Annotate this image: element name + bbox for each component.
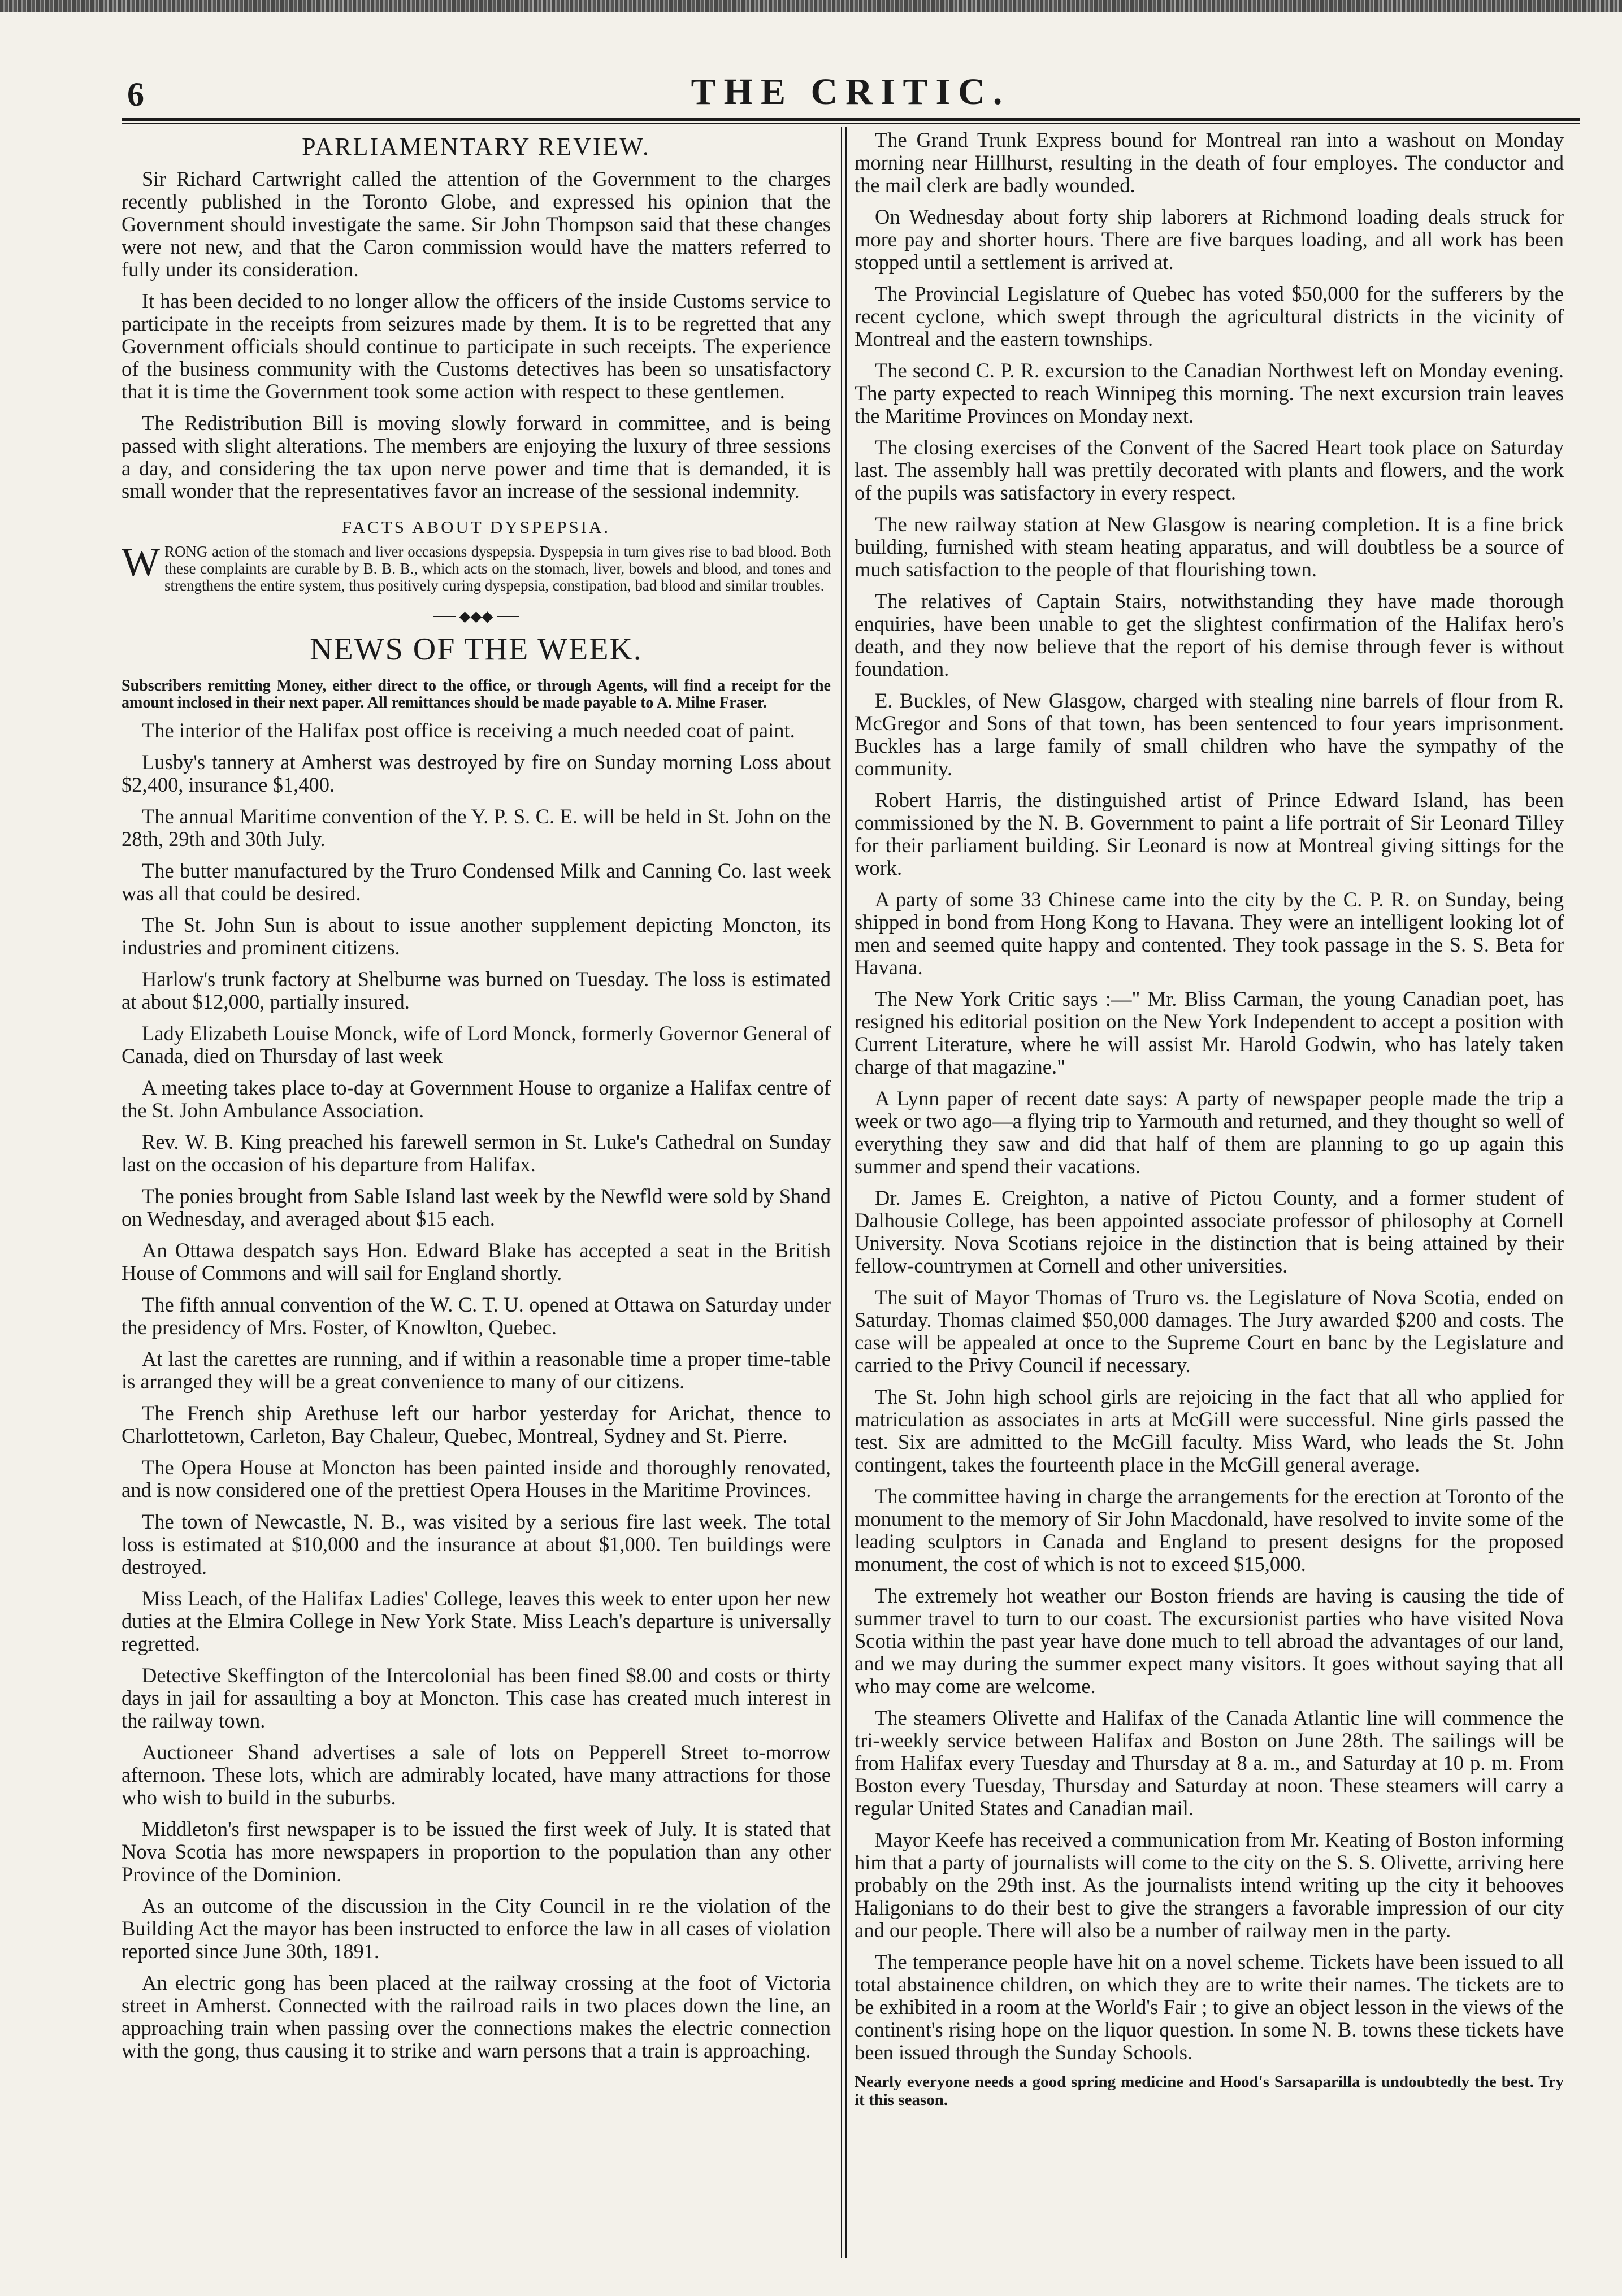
header-rule — [122, 118, 1580, 121]
dyspepsia-text: RONG action of the stomach and liver occasions dyspepsia. Dyspepsia in turn gives rise to bad blood. Both these complaints are curable by B. B. B., which acts on the stomach, liver, bowels and blood, and tones and strengthens the entire system, thus positively curing dyspepsia, constipation, bad blood and similar troubles. — [164, 543, 831, 594]
dyspepsia-heading: FACTS ABOUT DYSPEPSIA. — [341, 517, 611, 537]
sarsaparilla-footnote: Nearly everyone needs a good spring medicine and Hood's Sarsaparilla is undoubtedly the best. Try it this season. — [855, 2073, 1564, 2109]
news-item: The ponies brought from Sable Island last week by the Newfld were sold by Shand on Wednesday, and averaged about $15 each. — [122, 1184, 831, 1230]
news-item: Harlow's trunk factory at Shelburne was burned on Tuesday. The loss is estimated at about $12,000, partially insured. — [122, 967, 831, 1013]
news-item: The temperance people have hit on a novel scheme. Tickets have been issued to all total abstainence children, on which they are to write their names. The tickets are to be exhibited in a room at the World's Fair ; to give an object lesson in the views of the continent's rising hope on the liquor question. In some N. B. towns these tickets have been issued through the Sunday Schools. — [855, 1950, 1564, 2064]
news-item: The town of Newcastle, N. B., was visited by a serious fire last week. The total loss is estimated at $10,000 and the insurance at about $1,000. Ten buildings were destroyed. — [122, 1510, 831, 1578]
parliamentary-paragraph: It has been decided to no longer allow the officers of the inside Customs service to participate in the receipts from seizures made by them. It is to be regretted that any Government officials should continue to participate in such receipts. The experience of the business community with the Customs detectives has been so unsatisfactory that it is time the Government took some action with respect to these gentlemen. — [122, 289, 831, 403]
news-item: Middleton's first newspaper is to be issued the first week of July. It is stated that Nova Scotia has more newspapers in proportion to the population than any other Province of the Dominion. — [122, 1817, 831, 1886]
subscriber-notice: Subscribers remitting Money, either direct to the office, or through Agents, will find a receipt for the amount inclosed in their next paper. All remittances should be made payable to A. Milne Fraser. — [122, 677, 831, 711]
news-item: Robert Harris, the distinguished artist of Prince Edward Island, has been commissioned by the N. B. Government to paint a life portrait of Sir Leonard Tilley for their parliament building. Sir Leonard is now at Montreal giving sittings for the work. — [855, 788, 1564, 879]
news-item: The St. John Sun is about to issue another supplement depicting Moncton, its industries and prominent citizens. — [122, 913, 831, 959]
section-ornament — [122, 608, 831, 624]
news-item: E. Buckles, of New Glasgow, charged with stealing nine barrels of flour from R. McGregor and Sons of that town, has been sentenced to four years imprisonment. Buckles has a large family of small children who have the sympathy of the community. — [855, 689, 1564, 780]
news-item: Dr. James E. Creighton, a native of Pictou County, and a former student of Dalhousie College, has been appointed associate professor of philosophy at Cornell University. Nova Scotians rejoice in the distinction that is being attained by their fellow-countrymen at Cornell and other universities. — [855, 1186, 1564, 1277]
news-item: The suit of Mayor Thomas of Truro vs. the Legislature of Nova Scotia, ended on Saturday. Thomas claimed $50,000 damages. The Jury awarded $200 and costs. The case will be appealed at once to the Supreme Court en banc by the Legislature and carried to the Privy Council if necessary. — [855, 1286, 1564, 1377]
news-item: The French ship Arethuse left our harbor yesterday for Arichat, thence to Charlottetown, Carleton, Bay Chaleur, Quebec, Montreal, Sydney and St. Pierre. — [122, 1401, 831, 1447]
news-item: Miss Leach, of the Halifax Ladies' College, leaves this week to enter upon her new duties at the Elmira College in New York State. Miss Leach's departure is universally regretted. — [122, 1587, 831, 1655]
top-border — [0, 0, 1622, 12]
news-item: Rev. W. B. King preached his farewell sermon in St. Luke's Cathedral on Sunday last on the occasion of his departure from Halifax. — [122, 1130, 831, 1176]
news-item: The closing exercises of the Convent of the Sacred Heart took place on Saturday last. The assembly hall was prettily decorated with plants and flowers, and the work of the pupils was satisfactory in every respect. — [855, 436, 1564, 504]
news-item: As an outcome of the discussion in the City Council in re the violation of the Building Act the mayor has been instructed to enforce the law in all cases of violation reported since June 30th, 1891. — [122, 1894, 831, 1963]
news-item: The steamers Olivette and Halifax of the Canada Atlantic line will commence the tri-weekly service between Halifax and Boston on June 28th. The sailings will be from Halifax every Tuesday and Thursday at 8 a. m., and Saturday at 10 p. m. From Boston every Tuesday, Thursday and Saturday at noon. These steamers will carry a regular United States and Canadian mail. — [855, 1706, 1564, 1820]
news-item: Detective Skeffington of the Intercolonial has been fined $8.00 and costs or thirty days in jail for assaulting a boy at Moncton. This case has created much interest in the railway town. — [122, 1664, 831, 1732]
news-item: A party of some 33 Chinese came into the city by the C. P. R. on Sunday, being shipped in bond from Hong Kong to Havana. They were an intelligent looking lot of men and seemed quite happy and contented. They took passage in the S. S. Beta for Havana. — [855, 888, 1564, 979]
news-right-list — [855, 129, 1564, 2064]
parliamentary-review-title: PARLIAMENTARY REVIEW. — [302, 133, 650, 160]
news-item: On Wednesday about forty ship laborers at Richmond loading deals struck for more pay and shorter hours. There are five barques loading, and all work has been stopped until a settlement is arrived at. — [855, 205, 1564, 274]
news-item: At last the carettes are running, and if within a reasonable time a proper time-table is arranged they will be a great convenience to many of our citizens. — [122, 1347, 831, 1393]
news-item: Lady Elizabeth Louise Monck, wife of Lord Monck, formerly Governor General of Canada, died on Thursday of last week — [122, 1022, 831, 1067]
news-item: Lusby's tannery at Amherst was destroyed by fire on Sunday morning Loss about $2,400, insurance $1,400. — [122, 750, 831, 796]
news-item: The butter manufactured by the Truro Condensed Milk and Canning Co. last week was all that could be desired. — [122, 859, 831, 905]
header-rule-thin — [122, 123, 1580, 124]
left-column — [122, 129, 831, 2259]
news-item: The Provincial Legislature of Quebec has voted $50,000 for the sufferers by the recent cyclone, which swept through the agricultural districts in the vicinity of Montreal and the eastern townships. — [855, 282, 1564, 350]
news-item: The committee having in charge the arrangements for the erection at Toronto of the monument to the memory of Sir John Macdonald, have resolved to invite some of the leading sculptors in Canada and England to present designs for the proposed monument, the cost of which is not to exceed $15,000. — [855, 1485, 1564, 1575]
masthead: THE CRITIC. — [691, 71, 1011, 112]
page-header — [122, 71, 1580, 116]
news-item: The Opera House at Moncton has been painted inside and thoroughly renovated, and is now considered one of the prettiest Opera Houses in the Maritime Provinces. — [122, 1456, 831, 1501]
news-item: The fifth annual convention of the W. C. T. U. opened at Ottawa on Saturday under the presidency of Mrs. Foster, of Knowlton, Quebec. — [122, 1293, 831, 1339]
right-column — [855, 129, 1564, 2259]
news-item: A meeting takes place to-day at Government House to organize a Halifax centre of the St. John Ambulance Association. — [122, 1076, 831, 1122]
ornament-glyph: ◆◆◆ — [456, 611, 497, 622]
news-item: Mayor Keefe has received a communication from Mr. Keating of Boston informing him that a party of journalists will come to the city on the S. S. Olivette, arriving here probably on the 29th inst. As the journalists intend writing up the city it behooves Haligonians to do their best to give the strangers a favorable impression of our city and our people. There will also be a number of railway men in the party. — [855, 1828, 1564, 1942]
page-number: 6 — [127, 76, 144, 113]
news-item: A Lynn paper of recent date says: A party of newspaper people made the trip a week or two ago—a flying trip to Yarmouth and returned, and they thought so well of everything they saw and did that half of them are planning to go up again this summer and spend their vacations. — [855, 1087, 1564, 1178]
news-item: An electric gong has been placed at the railway crossing at the foot of Victoria street in Amherst. Connected with the railroad rails in two places down the line, an approaching train when passing over the connections makes the electric connection with the gong, thus causing it to strike and warn persons that a train is approaching. — [122, 1971, 831, 2062]
news-item: Auctioneer Shand advertises a sale of lots on Pepperell Street to-morrow afternoon. These lots, which are admirably located, have many attractions for those who wish to build in the suburbs. — [122, 1741, 831, 1809]
dyspepsia-advertisement — [122, 540, 831, 594]
news-item: The second C. P. R. excursion to the Canadian Northwest left on Monday evening. The party expected to reach Winnipeg this morning. The next excursion train leaves the Maritime Provinces on Monday next. — [855, 359, 1564, 427]
news-item: An Ottawa despatch says Hon. Edward Blake has accepted a seat in the British House of Commons and will sail for England shortly. — [122, 1239, 831, 1284]
news-item: The Grand Trunk Express bound for Montreal ran into a washout on Monday morning near Hillhurst, resulting in the death of four employes. The conductor and the mail clerk are badly wounded. — [855, 129, 1564, 197]
column-divider — [841, 127, 847, 2258]
news-of-the-week-title: NEWS OF THE WEEK. — [310, 632, 643, 667]
parliamentary-review — [122, 168, 831, 502]
news-item: The relatives of Captain Stairs, notwithstanding they have made thorough enquiries, have been unable to get the slightest confirmation of the Halifax hero's death, and they now believe that the report of his demise through fever is without foundation. — [855, 589, 1564, 680]
news-item: The extremely hot weather our Boston friends are having is causing the tide of summer travel to turn to our coast. The excursionist parties who have visited Nova Scotia within the past year have done much to tell abroad the advantages of our land, and we may during the summer expect many visitors. It goes without saying that all who may come are welcome. — [855, 1584, 1564, 1698]
parliamentary-paragraph: Sir Richard Cartwright called the attention of the Government to the charges recently published in the Toronto Globe, and expressed his opinion that the Government should investigate the same. Sir John Thompson said that these changes were not new, and that the Caron commission would have the matters referred to fully under its consideration. — [122, 167, 831, 281]
news-item: The new railway station at New Glasgow is nearing completion. It is a fine brick building, furnished with steam heating apparatus, and will doubtless be a source of much satisfaction to the people of that flourishing town. — [855, 513, 1564, 581]
news-item: The annual Maritime convention of the Y. P. S. C. E. will be held in St. John on the 28th, 29th and 30th July. — [122, 805, 831, 850]
news-item: The interior of the Halifax post office is receiving a much needed coat of paint. — [142, 719, 795, 742]
drop-cap: W — [122, 540, 160, 585]
news-item: The St. John high school girls are rejoicing in the fact that all who applied for matriculation as associates in arts at McGill were successful. Nine girls passed the test. Six are admitted to the McGill faculty. Miss Ward, who leads the St. John contingent, takes the fourteenth place in the McGill general average. — [855, 1385, 1564, 1476]
news-left-list — [122, 719, 831, 2062]
news-item: The New York Critic says :—" Mr. Bliss Carman, the young Canadian poet, has resigned his editorial position on the New York Independent to accept a position with Current Literature, where he will assist Mr. Harold Godwin, who has lately taken charge of that magazine." — [855, 987, 1564, 1078]
parliamentary-paragraph: The Redistribution Bill is moving slowly forward in committee, and is being passed with slight alterations. The members are enjoying the luxury of three sessions a day, and considering the tax upon nerve power and time that is demanded, it is small wonder that the representatives favor an increase of the sessional indemnity. — [122, 411, 831, 502]
